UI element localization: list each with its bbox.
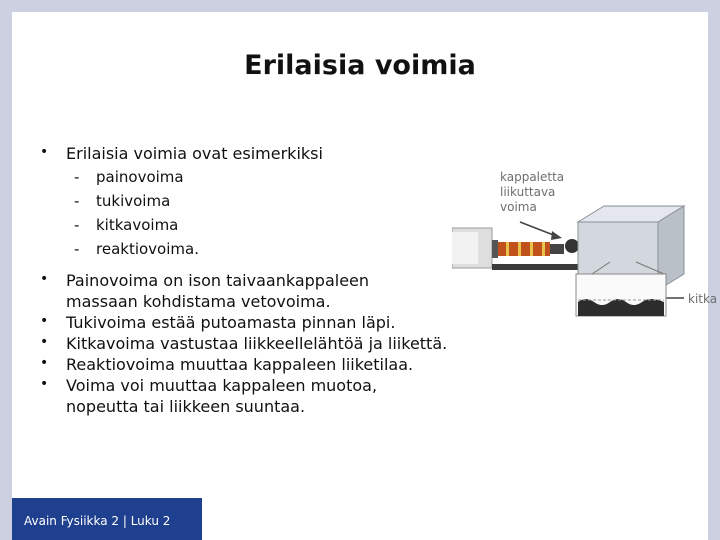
bullet-marker: • (40, 376, 49, 392)
bullet-marker: • (40, 313, 49, 329)
sub-item-text: tukivoima (96, 192, 171, 210)
list-item-text: Voima voi muuttaa kappaleen muotoa, nopeutta tai liikkeen suuntaa. (66, 376, 378, 416)
sub-item-text: reaktiovoima. (96, 240, 199, 258)
sub-item-text: painovoima (96, 168, 184, 186)
dash-marker: - (74, 216, 80, 234)
label-friction: kitka (688, 292, 718, 306)
bullet-marker: • (40, 334, 49, 350)
bullet-marker: • (40, 144, 49, 160)
dash-marker: - (74, 192, 80, 210)
label-applied-force (500, 170, 564, 215)
label-applied-force-line1: kappaletta (500, 170, 565, 184)
dash-marker: - (74, 168, 80, 186)
list-item-text: Painovoima on ison taivaankappaleen massaan kohdistama vetovoima. (66, 271, 370, 311)
label-applied-force-line2: liikuttava (500, 185, 556, 199)
list-item (40, 270, 560, 312)
list-item (40, 354, 560, 375)
footer-bar (12, 498, 202, 540)
list-item (40, 333, 560, 354)
intro-text: Erilaisia voimia ovat esimerkiksi (66, 144, 323, 163)
list-item (40, 312, 560, 333)
bullet-marker: • (40, 271, 49, 287)
list-item (40, 375, 560, 417)
slide-title: Erilaisia voimia (244, 50, 476, 81)
slide (12, 12, 718, 540)
label-applied-force-line3: voima (500, 200, 537, 214)
sub-item-text: kitkavoima (96, 216, 179, 234)
list-item-text: Tukivoima estää putoamasta pinnan läpi. (66, 313, 396, 332)
footer-text: Avain Fysiikka 2 | Luku 2 (24, 514, 171, 528)
bullet-list (40, 270, 560, 417)
dash-marker: - (74, 240, 80, 258)
list-item-text: Kitkavoima vastustaa liikkeellelähtöä ja liikettä. (66, 334, 448, 353)
list-item-text: Reaktiovoima muuttaa kappaleen liiketilaa. (66, 355, 414, 374)
bullet-marker: • (40, 355, 49, 371)
